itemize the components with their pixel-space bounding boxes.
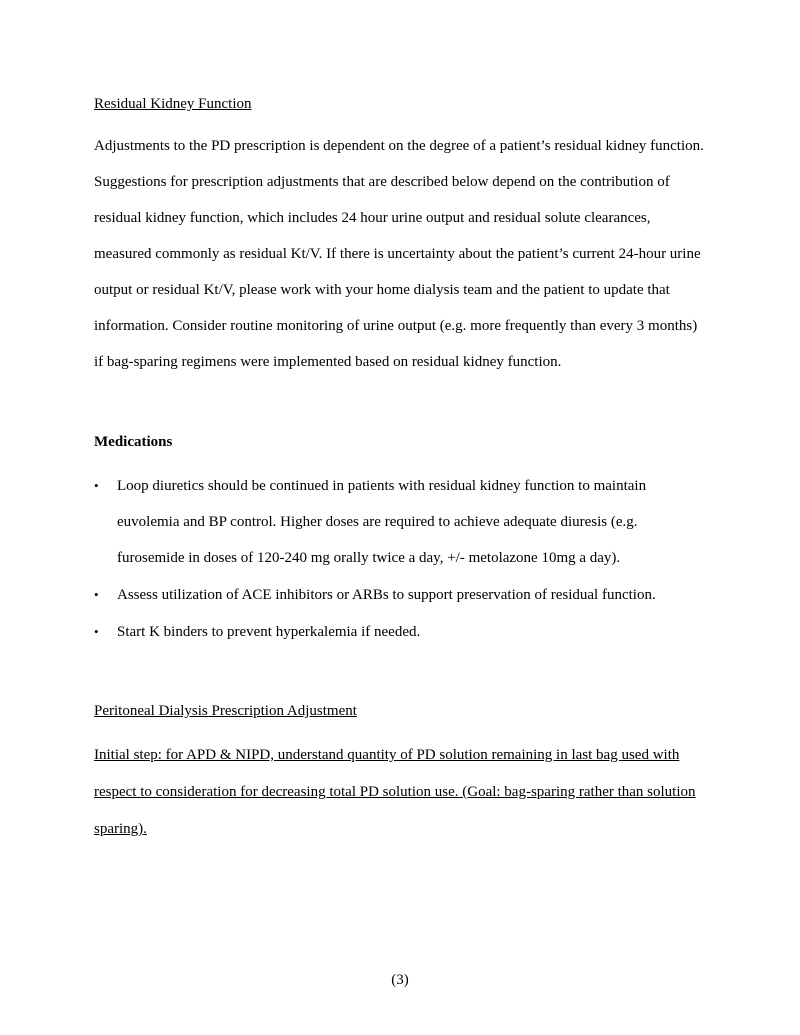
list-item-text: Start K binders to prevent hyperkalemia if needed. <box>117 624 421 640</box>
pd-adjustment-heading: Peritoneal Dialysis Prescription Adjustment <box>94 703 357 719</box>
list-item <box>94 468 706 576</box>
section-residual-kidney-function <box>94 94 706 380</box>
list-item <box>94 577 706 613</box>
section-medications <box>94 432 706 650</box>
list-item-text: Assess utilization of ACE inhibitors or ARBs to support preservation of residual function. <box>117 587 656 603</box>
bullet-icon: • <box>94 587 99 602</box>
residual-paragraph: Adjustments to the PD prescription is dependent on the degree of a patient’s residual kidney function. Suggestions for prescription adjustments that are described below depend on the contribution of residual kidney function, which includes 24 hour urine output and residual solute clearances, measured commonly as residual Kt/V. If there is uncertainty about the patient’s current 24-hour urine output or residual Kt/V, please work with your home dialysis team and the patient to update that information. Consider routine monitoring of urine output (e.g. more frequently than every 3 months) if bag-sparing regimens were implemented based on residual kidney function. <box>94 138 704 370</box>
medications-heading: Medications <box>94 434 173 450</box>
residual-heading: Residual Kidney Function <box>94 96 252 112</box>
bullet-icon: • <box>94 478 99 493</box>
section-pd-prescription-adjustment <box>94 701 706 848</box>
pd-adjustment-paragraph: Initial step: for APD & NIPD, understand quantity of PD solution remaining in last bag used with respect to consideration for decreasing total PD solution use. (Goal: bag-sparing rather than solution sparing). <box>94 747 696 837</box>
bullet-icon: • <box>94 624 99 639</box>
page-number: (3) <box>391 972 409 988</box>
medications-list <box>94 468 706 650</box>
list-item-text: Loop diuretics should be continued in patients with residual kidney function to maintain euvolemia and BP control. Higher doses are required to achieve adequate diuresis (e.g. furosemide in doses of 120-240 mg orally twice a day, +/- metolazone 10mg a day). <box>117 478 647 566</box>
list-item <box>94 614 706 650</box>
page-content <box>94 94 706 848</box>
